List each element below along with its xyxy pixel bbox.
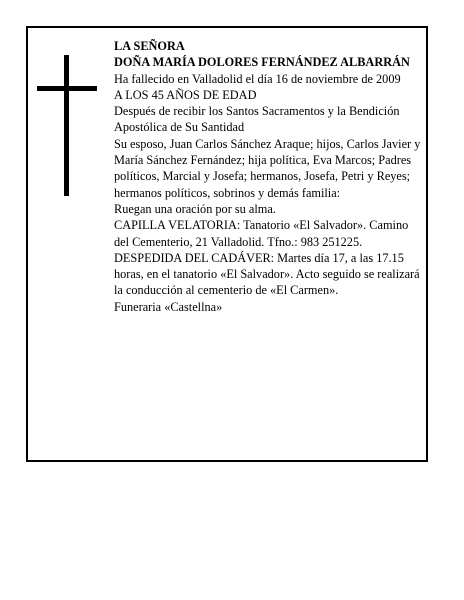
obituary-text (114, 38, 426, 315)
death-statement: Ha fallecido en Valladolid el día 16 de noviembre de 2009 (114, 71, 401, 86)
cross-horizontal-bar (37, 86, 97, 91)
title-line: LA SEÑORA (114, 39, 185, 53)
funeral-home: Funeraria «Castellna» (114, 299, 223, 314)
farewell-info: DESPEDIDA DEL CADÁVER: Martes día 17, a las 17.15 horas, en el tanatorio «El Salvador». Acto seguido se realizará la conducción al cementerio de «El Carmen». (114, 250, 420, 298)
age-statement: A LOS 45 AÑOS DE EDAD (114, 87, 257, 102)
cross-vertical-bar (64, 55, 69, 196)
sacraments-statement: Después de recibir los Santos Sacramentos y la Bendición Apostólica de Su Santidad (114, 104, 400, 135)
chapel-info: CAPILLA VELATORIA: Tanatorio «El Salvador». Camino del Cementerio, 21 Valladolid. Tfno.: 983 251225. (114, 218, 409, 249)
deceased-name: DOÑA MARÍA DOLORES FERNÁNDEZ ALBARRÁN (114, 55, 410, 70)
family-list: Su esposo, Juan Carlos Sánchez Araque; hijos, Carlos Javier y María Sánchez Fernández; hija política, Eva Marcos; Padres políticos, Marcial y Josefa; hermanos, Josefa, Petri y Reyes; hermanos políticos, sobrinos y demás familia: (114, 136, 421, 200)
prayer-request: Ruegan una oración por su alma. (114, 201, 276, 216)
